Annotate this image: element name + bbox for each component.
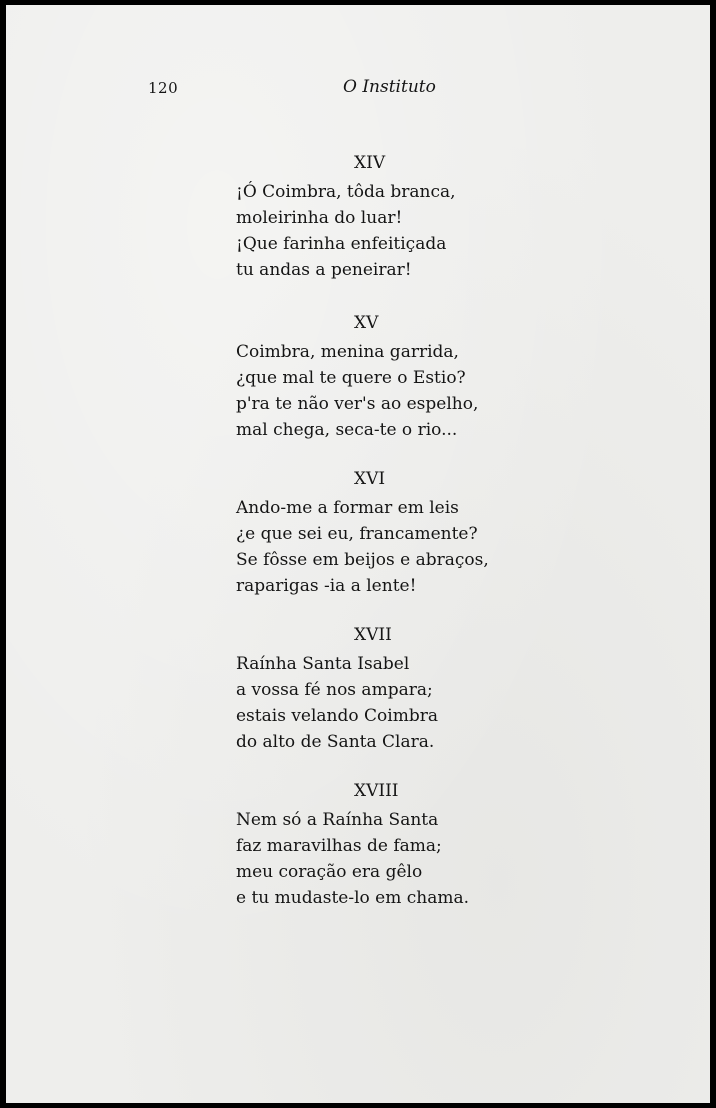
verse-line: ¡Ó Coimbra, tôda branca, [236, 182, 456, 202]
stanza-numeral: XVI [354, 469, 386, 489]
running-title: O Instituto [343, 77, 436, 97]
verse-line: ¡Que farinha enfeitiçada [236, 234, 447, 254]
verse-line: ¿e que sei eu, francamente? [236, 524, 478, 544]
book-page [6, 5, 710, 1103]
verse-line: Raínha Santa Isabel [236, 654, 410, 674]
verse-line: p'ra te não ver's ao espelho, [236, 394, 479, 414]
stanza-xvi [236, 469, 536, 599]
verse-line: ¿que mal te quere o Estio? [236, 368, 466, 388]
page-number: 120 [148, 79, 179, 97]
verse-line: Se fôsse em beijos e abraços, [236, 550, 489, 570]
verse-line: mal chega, seca-te o rio... [236, 420, 458, 440]
stanza-numeral: XV [354, 313, 379, 333]
verse-line: a vossa fé nos ampara; [236, 680, 433, 700]
page-header [6, 77, 710, 101]
stanza-numeral: XIV [354, 153, 386, 173]
verse-line: raparigas -ia a lente! [236, 576, 417, 596]
verse-line: moleirinha do luar! [236, 208, 403, 228]
verse-line: faz maravilhas de fama; [236, 836, 442, 856]
verse-line: tu andas a peneirar! [236, 260, 412, 280]
verse-line: do alto de Santa Clara. [236, 732, 435, 752]
stanza-xv [236, 313, 536, 443]
stanza-xviii [236, 781, 536, 911]
stanza-xiv [236, 153, 536, 283]
verse-line: e tu mudaste-lo em chama. [236, 888, 470, 908]
stanza-numeral: XVII [354, 625, 392, 645]
verse-line: estais velando Coimbra [236, 706, 438, 726]
stanza-xvii [236, 625, 536, 755]
verse-line: Ando-me a formar em leis [236, 498, 459, 518]
verse-line: meu coração era gêlo [236, 862, 423, 882]
stanza-numeral: XVIII [354, 781, 399, 801]
verse-line: Nem só a Raínha Santa [236, 810, 439, 830]
verse-line: Coimbra, menina garrida, [236, 342, 459, 362]
